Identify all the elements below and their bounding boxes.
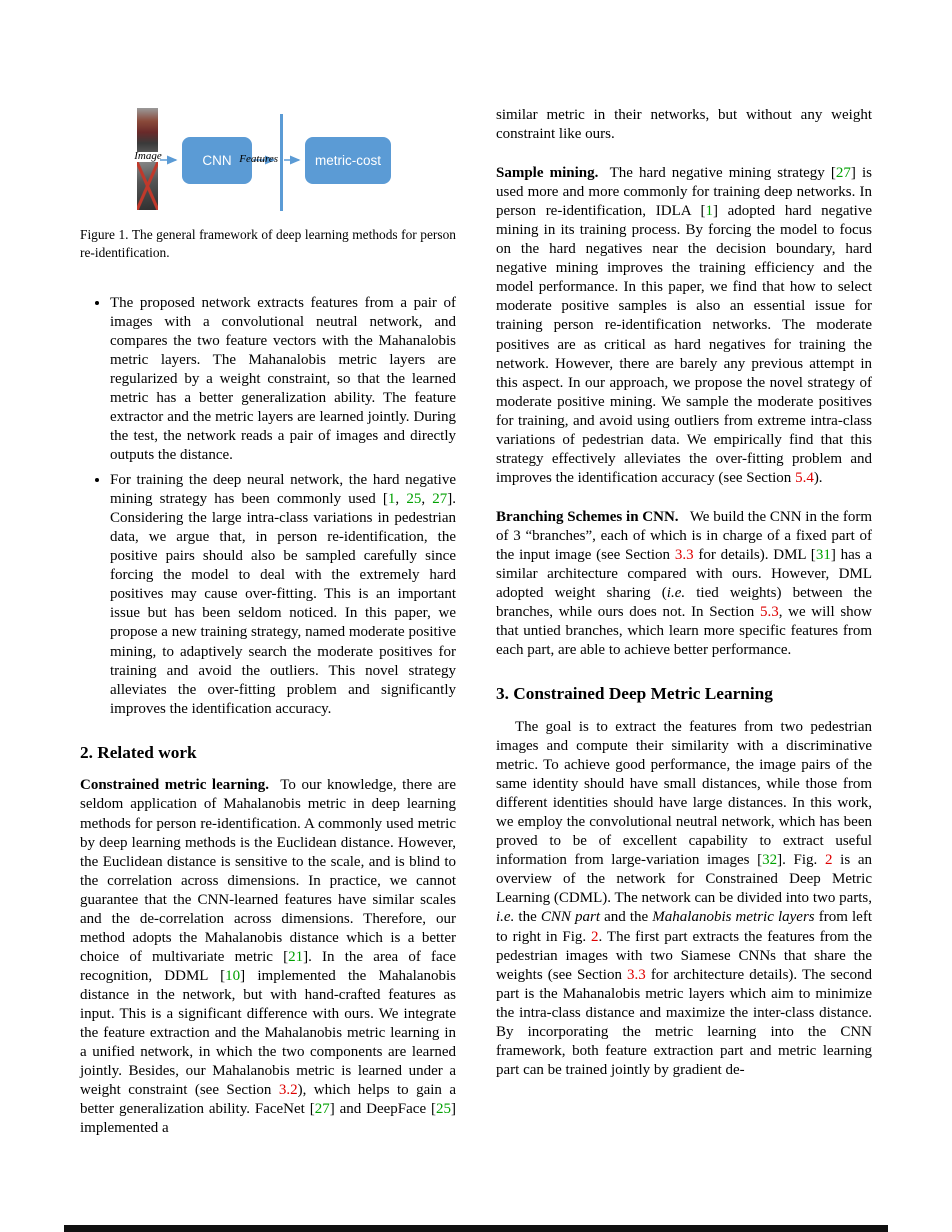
text-segment: ]. Considering the large intra-class variations in pedestrian data, we argue that, in person re-identification, the positive pairs should also be sampled carefully since forcing the model to deal with the extremely hard positives may cause over-fitting. This is an important issue but has been seldom noticed. In this paper, we propose a new training strategy, named moderate positive mining, to adaptively search the moderate positives for training and avoid the outliers. This novel strategy alleviates the over-fitting problem and significantly improves the identification accuracy.	[110, 491, 457, 717]
text-segment: is an overview of the network for Constrained Deep Metric Learning (CDML). The network can be divided into two parts,	[496, 852, 872, 907]
citation-link[interactable]: 27	[432, 491, 448, 508]
text-segment: ] is used more and more commonly for training deep networks. In person re-identification, IDLA [	[496, 165, 872, 220]
list-item	[110, 471, 456, 719]
text-segment: To our knowledge, there are seldom application of Mahalanobis metric in deep learning methods for person re-identification. A commonly used metric by deep learning methods is the Euclidean distance. However, the Euclidean distance is sensitive to the scale, and is blind to the correlation across dimensions. In practice, we cannot guarantee that the CNN-learned features have similar scales and the de-correlation across dimensions. Therefore, our method adopts the Mahalanobis distance which is a better choice of multivariate metric [	[80, 777, 457, 965]
section-ref-link[interactable]: 2	[591, 928, 599, 945]
text-segment: , we will show that untied branches, which learn more specific features from each part, are able to achieve better performance.	[496, 604, 872, 659]
text-segment: for architecture details). The second part is the Mahanalobis metric layers which aim to minimize the intra-class distance and maximize the inter-class distance. By incorporating the metric learning into the CNN framework, both feature extraction part and metric learning part can be trained jointly by gradient de-	[496, 966, 872, 1078]
bullet-text-2	[110, 472, 456, 717]
text-segment: The hard negative mining strategy [	[609, 165, 836, 182]
section-ref-link[interactable]: 5.4	[795, 469, 814, 486]
contribution-list	[80, 294, 456, 719]
italic-text: i.e.	[666, 585, 686, 602]
right-column	[496, 106, 872, 1138]
citation-link[interactable]: 31	[815, 546, 831, 563]
text-segment: The proposed network extracts features from a pair of images with a convolutional neutral network, and compares the two feature vectors with the Mahanalobis metric layers. The Mahanalobis metric layers are regularized by a weight constraint, so that the learned metric has a better generalization ability. The feature extractor and the metric layers are learned jointly. During the test, the network reads a pair of images and directly outputs the distance.	[110, 294, 456, 464]
citation-link[interactable]: 21	[288, 948, 304, 965]
text-segment: ), which helps to gain a better generalization ability. FaceNet [	[80, 1082, 456, 1118]
section-2-heading: 2. Related work	[80, 742, 197, 762]
text-segment: ] implemented a	[80, 1101, 456, 1137]
text-segment: from left to right in Fig.	[496, 909, 872, 945]
section-ref-link[interactable]: 2	[824, 852, 833, 869]
cnn-box: CNN	[182, 137, 252, 184]
section-3-heading: 3. Constrained Deep Metric Learning	[496, 684, 773, 704]
bottom-bar	[64, 1225, 888, 1232]
text-segment: ]. Fig.	[777, 852, 825, 869]
italic-text: Mahalanobis metric layers	[652, 909, 815, 926]
features-line	[280, 114, 283, 211]
italic-text: CNN part	[540, 909, 600, 926]
text-segment: for details). DML [	[693, 546, 816, 563]
left-column	[80, 106, 456, 1138]
bold-lead-in: Constrained metric learning.	[80, 777, 270, 794]
figure-1-diagram	[80, 106, 456, 212]
section-ref-link[interactable]: 3.3	[674, 546, 694, 563]
bullet-text-1	[110, 295, 456, 463]
text-segment: ] and DeepFace [	[329, 1101, 436, 1118]
bold-lead-in: Branching Schemes in CNN.	[496, 508, 679, 525]
features-label: Features	[239, 153, 278, 165]
list-item	[110, 294, 456, 465]
text-segment: ] has a similar architecture compared with ours. However, DML adopted weight sharing (	[496, 546, 873, 602]
text-segment: ] implemented the Mahalanobis distance in the network, but with hand-crafted features as input. This is a significant difference with ours. We integrate the feature extraction and the Mahalanobis metric learning in a unified network, in which the two components are learned jointly. Besides, our Mahalanobis metric is learned under a weight constraint (see Section	[80, 967, 456, 1099]
text-segment: . The first part extracts the features from the pedestrian images with two Siamese CNNs that share the weights (see Section	[496, 928, 872, 983]
bold-lead-in: Sample mining.	[496, 165, 599, 182]
image-label: Image	[134, 150, 162, 162]
citation-link[interactable]: 25	[436, 1101, 451, 1118]
text-segment: We build the CNN in the form of 3 “branches”, each of which is in charge of a fixed part of the input image (see Section	[496, 508, 872, 563]
citation-link[interactable]: 25	[406, 491, 422, 508]
citation-link[interactable]: 27	[314, 1101, 330, 1118]
figure-1-caption: Figure 1. The general framework of deep learning methods for person re-identification.	[80, 227, 456, 260]
text-segment: ,	[421, 491, 433, 508]
citation-link[interactable]: 32	[762, 852, 778, 869]
paragraph-cdml-overview	[496, 718, 872, 1080]
paragraph-constrained-metric-learning	[80, 776, 456, 1138]
section-ref-link[interactable]: 3.2	[278, 1082, 298, 1099]
text-segment: ).	[813, 469, 823, 486]
section-ref-link[interactable]: 5.3	[759, 604, 779, 621]
paragraph-continued	[496, 106, 872, 144]
paragraph-branching-schemes	[496, 508, 872, 660]
citation-link[interactable]: 1	[705, 203, 713, 220]
text-segment: similar metric in their networks, but without any weight constraint like ours.	[496, 107, 872, 143]
text-segment: For training the deep neural network, the hard negative mining strategy has been commonly used [	[110, 472, 456, 508]
citation-link[interactable]: 27	[835, 165, 851, 182]
text-segment: ]. In the area of face recognition, DDML [	[80, 948, 456, 984]
section-ref-link[interactable]: 3.3	[627, 966, 646, 983]
text-segment: ] adopted hard negative mining in its training process. By forcing the model to focus on the hard negatives near the decision boundary, hard negative mining improves the training efficiency and the model performance. In this paper, we find that how to select moderate positive samples is also an essential issue for training person re-identification networks. The moderate positives are as critical as hard negatives for training the network. However, there are barely any previous attempt in this aspect. In our approach, we propose the novel strategy of moderate positive mining. We sample the moderate positives for training, and avoid using outliers from extreme intra-class variations of pedestrian data. We empirically find that this strategy effectively alleviates the over-fitting problem and improves the identification accuracy (see Section	[496, 203, 872, 486]
citation-link[interactable]: 1	[387, 491, 396, 508]
paragraph-sample-mining	[496, 164, 872, 488]
two-column-layout	[80, 106, 872, 1138]
text-segment: ,	[395, 491, 407, 508]
text-segment: and the	[599, 909, 653, 926]
text-segment: the	[514, 909, 541, 926]
metric-cost-box: metric-cost	[305, 137, 391, 184]
text-segment: tied weights) between the branches, while ours does not. In Section	[496, 585, 873, 621]
figure-1	[80, 106, 456, 262]
italic-text: i.e.	[496, 909, 515, 926]
text-segment: The goal is to extract the features from two pedestrian images and compute their similarity with a discriminative metric. To achieve good performance, the image pairs of the same identity should have small distances, while those from different identities should have large distances. In this work, we employ the convolutional neutral network, which has been proved to be of excellent capability to extract useful information from large-variation images [	[496, 719, 872, 869]
citation-link[interactable]: 10	[225, 967, 241, 984]
